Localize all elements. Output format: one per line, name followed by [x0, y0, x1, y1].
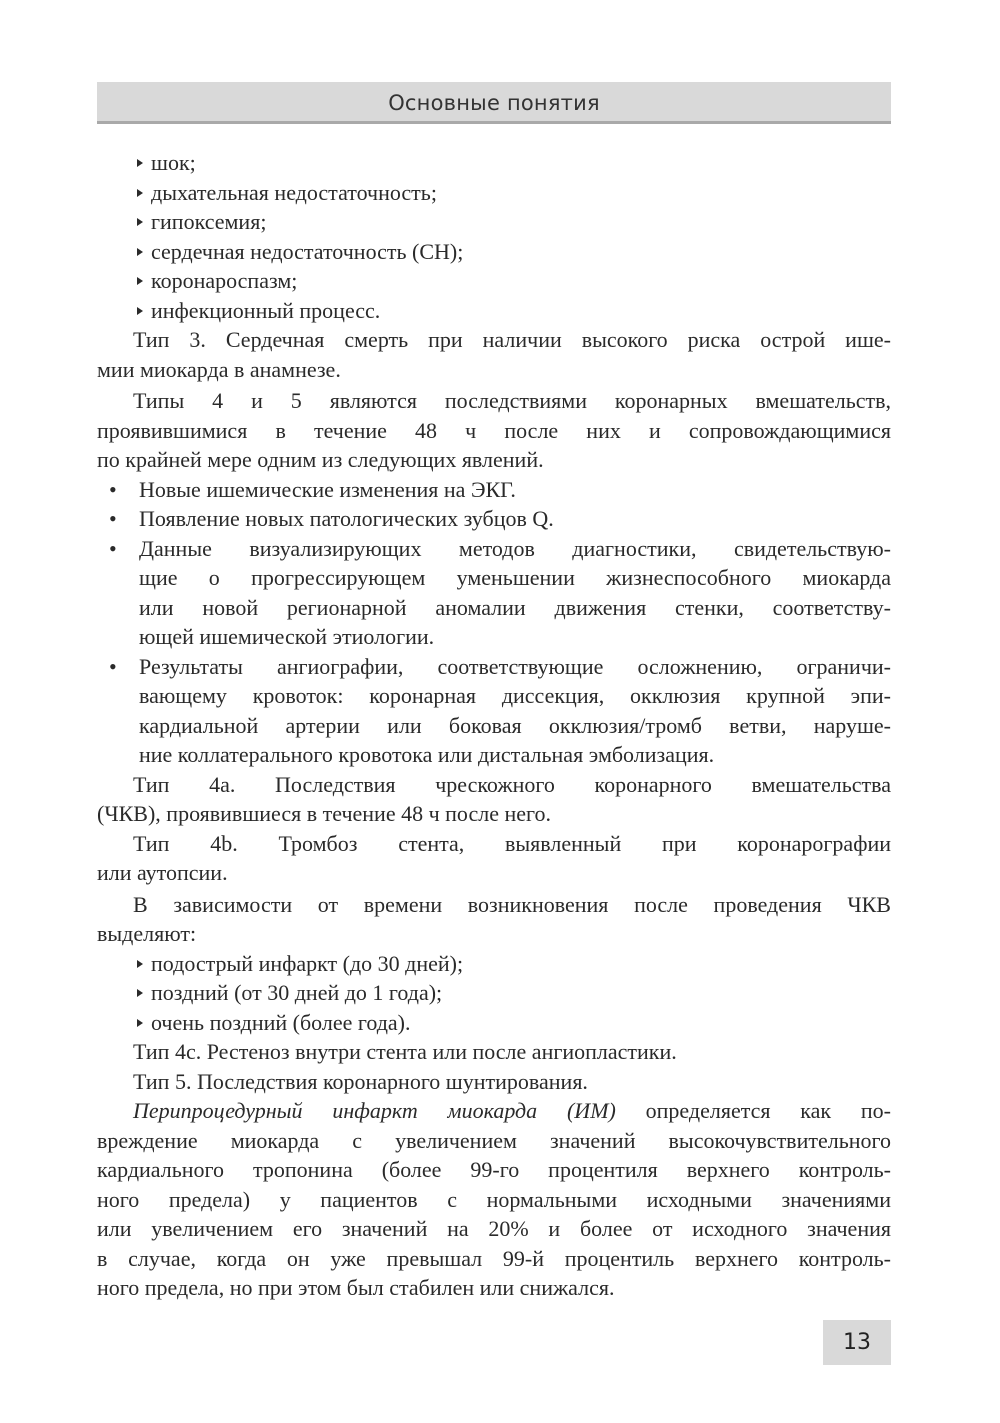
- list-item: дыхательная недостаточность;: [137, 178, 891, 208]
- list-item: подострый инфаркт (до 30 дней);: [137, 949, 891, 979]
- triangle-bullet-icon: [137, 159, 143, 167]
- type4a-line1: Тип 4а. Последствия чрескожного коронарного вмешательства: [133, 771, 891, 797]
- bullet-dot-icon: •: [109, 506, 117, 531]
- page-number: 13: [823, 1320, 891, 1365]
- list-item: поздний (от 30 дней до 1 года);: [137, 978, 891, 1008]
- triangle-bullet-icon: [137, 989, 143, 997]
- bullet-item: [97, 475, 891, 505]
- periproc-line: ного предела, но при этом был стабилен или снижался.: [97, 1275, 615, 1300]
- bullet-text: вающему кровоток: коронарная диссекция, окклюзия крупной эпи-: [139, 683, 891, 708]
- type4c-line: Тип 4с. Рестеноз внутри стента или после ангиопластики.: [133, 1039, 677, 1064]
- bullet-text: ющей ишемической этиологии.: [139, 624, 435, 649]
- triangle-bullet-icon: [137, 1019, 143, 1027]
- bullet-item: [97, 504, 891, 534]
- types45-line3: по крайней мере одним из следующих явлений.: [97, 447, 544, 472]
- list-item: шок;: [137, 148, 891, 178]
- page-title: Основные понятия: [388, 91, 600, 115]
- periproc-line: в случае, когда он уже превышал 99-й процентиль верхнего контроль-: [97, 1245, 891, 1271]
- bullet-dot-icon: •: [109, 535, 117, 561]
- triangle-bullet-icon: [137, 189, 143, 197]
- bullet-text: кардиальной артерии или боковая окклюзия/тромб ветви, наруше-: [139, 712, 891, 738]
- periproc-line1: Перипроцедурный инфаркт миокарда (ИМ) определяется как по-: [133, 1098, 891, 1123]
- list-item: инфекционный процесс.: [137, 296, 891, 326]
- type3-line1: Тип 3. Сердечная смерть при наличии высокого риска острой ише-: [133, 327, 891, 352]
- bullet-text: щие о прогрессирующем уменьшении жизнеспособного миокарда: [139, 565, 891, 590]
- periproc-line: или увеличением его значений на 20% и более от исходного значения: [97, 1216, 891, 1241]
- bullet-text: Данные визуализирующих методов диагностики, свидетельствую-: [139, 535, 891, 561]
- triangle-bullet-icon: [137, 277, 143, 285]
- bullet-item: [97, 652, 891, 770]
- bullet-item: [97, 534, 891, 652]
- triangle-bullet-icon: [137, 248, 143, 256]
- type4a-line2: (ЧКВ), проявившиеся в течение 48 ч после него.: [97, 801, 551, 826]
- type5-line: Тип 5. Последствия коронарного шунтирования.: [133, 1068, 588, 1094]
- periproc-term: Перипроцедурный инфаркт миокарда (ИМ): [133, 1098, 616, 1123]
- type3-line2: мии миокарда в анамнезе.: [97, 356, 341, 382]
- list-item: коронароспазм;: [137, 266, 891, 296]
- bullet-text: Появление новых патологических зубцов Q.: [139, 506, 554, 531]
- bullet-dot-icon: •: [109, 653, 117, 679]
- bullet-dot-icon: •: [109, 476, 117, 502]
- types45-line1: Типы 4 и 5 являются последствиями коронарных вмешательств,: [133, 388, 891, 413]
- periproc-line: ного предела) у пациентов с нормальными исходными значениями: [97, 1186, 891, 1212]
- timing-line2: выделяют:: [97, 921, 197, 946]
- page-body: [97, 148, 891, 1303]
- timing-line1: В зависимости от времени возникновения после проведения ЧКВ: [133, 891, 891, 917]
- type4b-line1: Тип 4b. Тромбоз стента, выявленный при коронарографии: [133, 830, 891, 856]
- triangle-bullet-icon: [137, 218, 143, 226]
- list-item: сердечная недостаточность (СН);: [137, 237, 891, 267]
- type4b-line2: или аутопсии.: [97, 860, 228, 885]
- bullet-text: Новые ишемические изменения на ЭКГ.: [139, 476, 516, 502]
- bullet-text: или новой регионарной аномалии движения стенки, соответству-: [139, 594, 891, 620]
- periproc-line: вреждение миокарда с увеличением значений высокочувствительного: [97, 1127, 891, 1153]
- bullet-text: ние коллатерального кровотока или дистальная эмболизация.: [139, 742, 715, 767]
- bullet-text: Результаты ангиографии, соответствующие осложнению, ограничи-: [139, 653, 891, 679]
- triangle-bullet-icon: [137, 960, 143, 968]
- list-item: гипоксемия;: [137, 207, 891, 237]
- triangle-bullet-icon: [137, 307, 143, 315]
- periproc-line: кардиального тропонина (более 99-го процентиля верхнего контроль-: [97, 1157, 891, 1182]
- list-item: очень поздний (более года).: [137, 1008, 891, 1038]
- types45-line2: проявившимися в течение 48 ч после них и сопровождающимися: [97, 417, 891, 443]
- running-header: [97, 82, 891, 124]
